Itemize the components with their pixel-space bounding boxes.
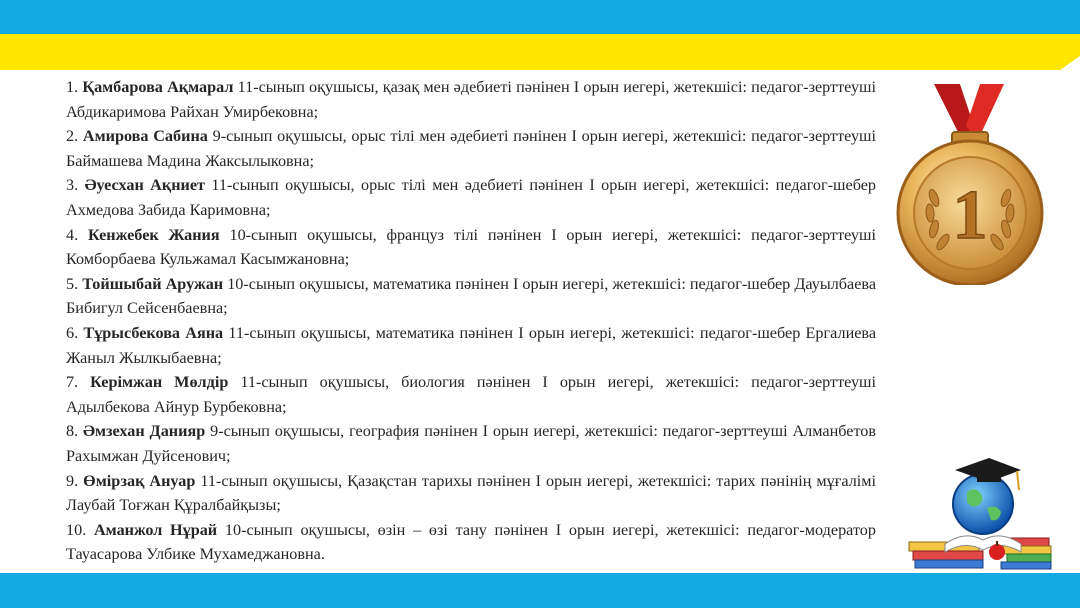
winner-number: 6.: [66, 323, 79, 342]
winner-number: 3.: [66, 176, 79, 195]
winner-name: Кенжебек Жания: [87, 225, 220, 244]
winner-name: Керімжан Мөлдір: [90, 373, 229, 392]
winners-list: [66, 75, 876, 567]
medal-number: 1: [952, 177, 988, 254]
yellow-band: [0, 34, 1080, 70]
winner-details: 10-сынып оқушысы, математика пәнінен І орын иегері, жетекшісі: педагог-шебер Дауылбаева Бибигул Сейсенбаевна;: [66, 274, 876, 318]
winner-name: Әмзехан Данияр: [83, 422, 206, 441]
winner-item: [66, 173, 876, 222]
winner-item: [66, 518, 876, 567]
winner-name: Әуесхан Ақниет: [84, 176, 205, 195]
winner-number: 7.: [66, 373, 79, 392]
winner-name: Тойшыбай Аружан: [82, 274, 224, 293]
winner-item: [66, 321, 876, 370]
winner-name: Қамбарова Ақмарал: [82, 78, 234, 96]
winner-name: Аманжол Нұрай: [93, 520, 218, 539]
winner-number: 2.: [66, 127, 79, 146]
winner-item: [66, 223, 876, 272]
winner-details: 9-сынып оқушысы, орыс тілі мен әдебиеті пәнінен І орын иегері, жетекшісі: педагог-зерттеуші Баймашева Мадина Жаксылыковна;: [66, 127, 877, 170]
winner-details: 11-сынып оқушысы, биология пәнінен І орын иегері, жетекшісі: педагог-зерттеуші Адылбекова Айнур Бурбековна;: [66, 373, 877, 416]
winner-item: [66, 124, 876, 173]
winner-details: 10-сынып оқушысы, француз тілі пәнінен І орын иегері, жетекшісі: педагог-зерттеуші Комборбаева Кульжамал Касымжановна;: [66, 225, 876, 269]
winner-number: 1.: [66, 78, 79, 96]
winner-number: 9.: [66, 471, 79, 490]
winner-item: [66, 272, 876, 321]
top-blue-band: [0, 0, 1080, 34]
gold-medal-icon: [890, 80, 1050, 285]
winner-number: 5.: [66, 274, 79, 293]
winner-number: 4.: [66, 225, 79, 244]
winner-details: 11-сынып оқушысы, қазақ мен әдебиеті пәнінен І орын иегері, жетекшісі: педагог-зерттеуші Абдикаримова Райхан Умирбековна;: [66, 78, 877, 121]
winner-name: Тұрысбекова Аяна: [83, 323, 224, 342]
winner-details: 11-сынып оқушысы, Қазақстан тарихы пәнінен І орын иегері, жетекшісі: тарих пәнінің мұғалімі Лаубай Тоғжан Құралбайқызы;: [66, 471, 877, 515]
winner-number: 10.: [66, 520, 87, 539]
winner-item: [66, 75, 876, 124]
winner-details: 10-сынып оқушысы, өзін – өзі тану пәнінен І орын иегері, жетекшісі: педагог-модератор Тауасарова Улбике Мухамеджановна.: [66, 520, 876, 564]
winner-item: [66, 370, 876, 419]
winner-name: Амирова Сабина: [82, 127, 208, 146]
winner-details: 11-сынып оқушысы, орыс тілі мен әдебиеті пәнінен І орын иегері, жетекшісі: педагог-шебер Ахмедова Забида Каримовна;: [66, 176, 877, 219]
winner-item: [66, 469, 876, 518]
bottom-blue-band: [0, 573, 1080, 608]
winner-details: 9-сынып оқушысы, география пәнінен І орын иегері, жетекшісі: педагог-зерттеуші Алманбетов Рахымжан Дуйсенович;: [66, 422, 877, 465]
winner-name: Өмірзақ Ануар: [83, 471, 196, 490]
winner-number: 8.: [66, 422, 79, 441]
winner-item: [66, 419, 876, 468]
globe-graduation-cap-books-icon: [905, 452, 1055, 572]
winner-details: 11-сынып оқушысы, математика пәнінен І орын иегері, жетекшісі: педагог-шебер Ергалиева Жаныл Жылкыбаевна;: [66, 323, 877, 367]
